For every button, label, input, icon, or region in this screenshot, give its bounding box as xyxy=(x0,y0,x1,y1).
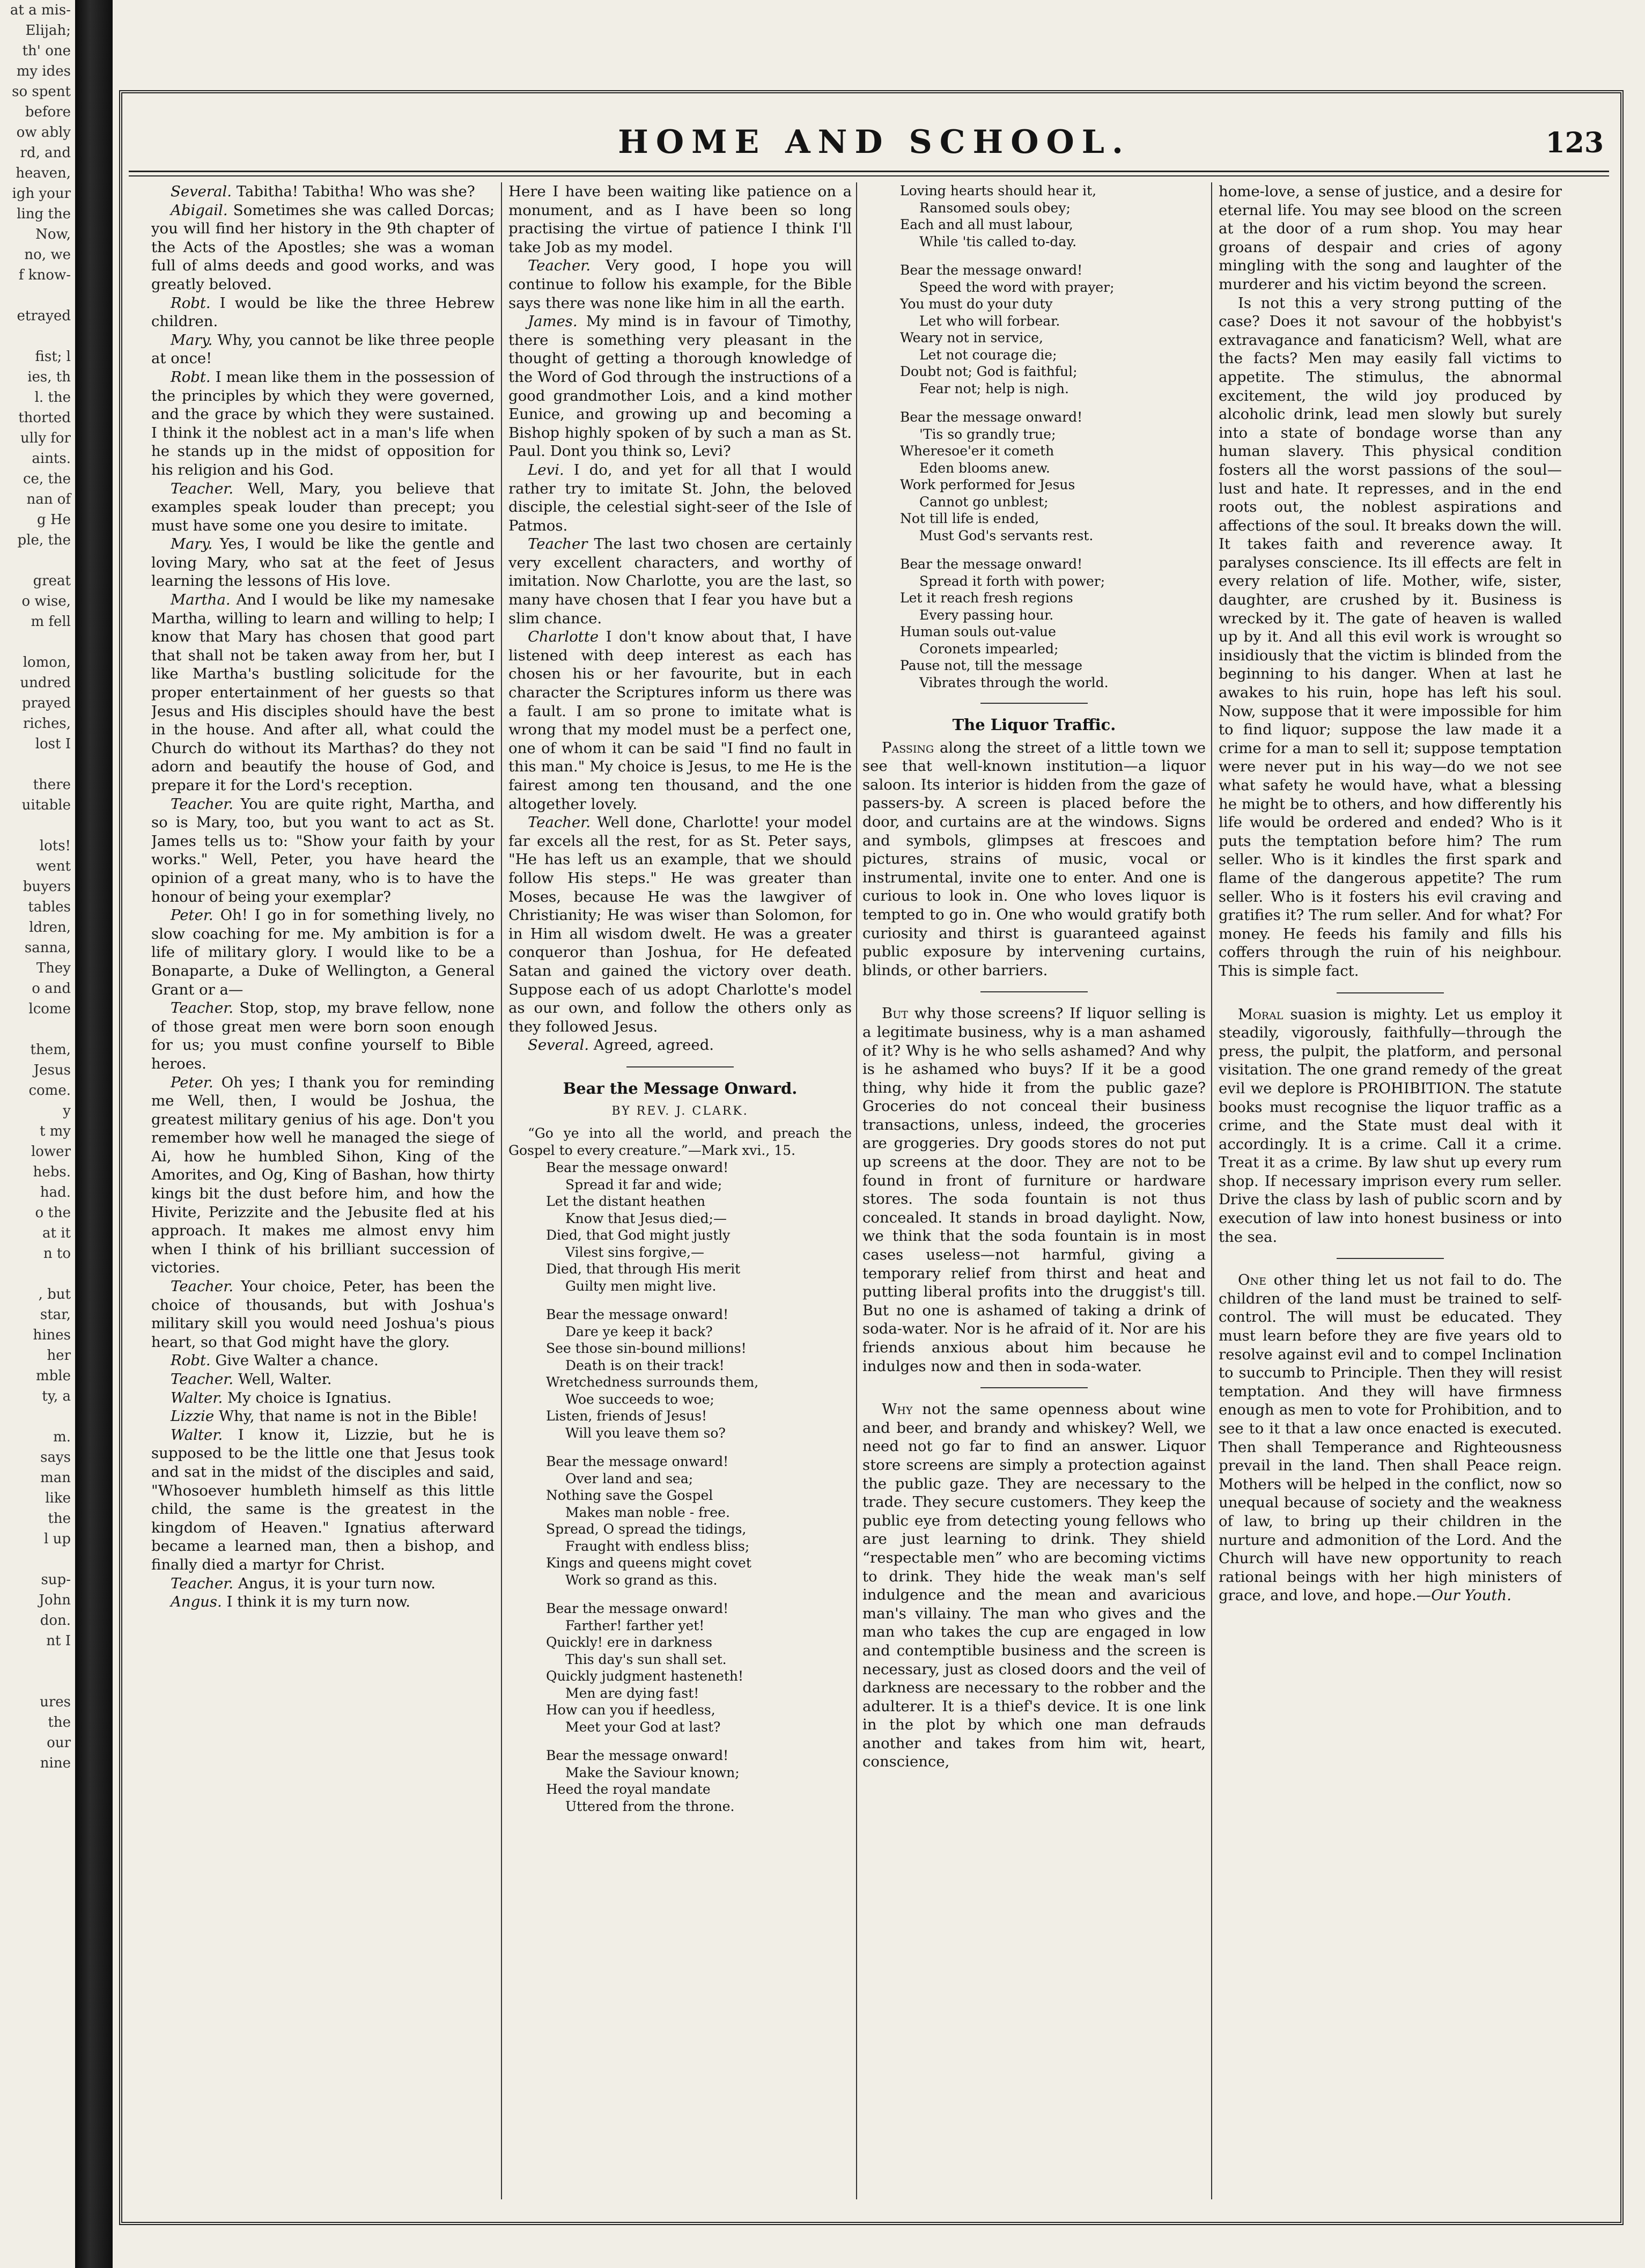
poem-line: Over land and sea; xyxy=(565,1470,694,1486)
speaker-name: Walter. xyxy=(171,1389,223,1407)
poem-line: You must do your duty xyxy=(900,296,1053,312)
speaker-name: Angus. xyxy=(171,1593,222,1611)
fragment-line: don. xyxy=(40,1612,71,1629)
fragment-line: star, xyxy=(40,1307,71,1323)
dialogue-paragraph xyxy=(151,331,495,368)
fragment-line: fist; l xyxy=(35,349,71,365)
speaker-name: Teacher. xyxy=(171,999,234,1017)
poem-line: Listen, friends of Jesus! xyxy=(546,1408,707,1424)
poem-line: Kings and queens might covet xyxy=(546,1555,751,1571)
poem-line: Spread it forth with power; xyxy=(919,573,1105,589)
poem-line: Died, that through His merit xyxy=(546,1261,741,1277)
speaker-name: Charlotte xyxy=(528,628,599,646)
fragment-line: heaven, xyxy=(16,165,71,181)
fragment-line: aints. xyxy=(32,451,71,467)
article-paragraph xyxy=(1219,1271,1562,1605)
fragment-line: hebs. xyxy=(33,1164,71,1180)
fragment-line: nine xyxy=(40,1755,71,1771)
fragment-line: m fell xyxy=(31,614,71,630)
dialogue-text: Well, Walter. xyxy=(238,1371,332,1388)
fragment-line: lots! xyxy=(39,838,71,854)
fragment-gap xyxy=(0,632,75,652)
fragment-line: them, xyxy=(30,1042,71,1058)
fragment-line: no, we xyxy=(24,247,71,263)
column-2 xyxy=(508,182,852,2199)
speaker-name: Teacher. xyxy=(528,257,591,275)
poem-stanza xyxy=(546,1306,852,1441)
fragment-line: l up xyxy=(44,1531,71,1547)
poem-line: 'Tis so grandly true; xyxy=(919,426,1056,442)
article-paragraph xyxy=(1219,182,1562,294)
poem-line: Fraught with endless bliss; xyxy=(565,1538,750,1554)
dialogue-paragraph xyxy=(151,480,495,535)
poem-line: Each and all must labour, xyxy=(900,217,1073,232)
speaker-name: Martha. xyxy=(171,591,231,609)
fragment-line: f know- xyxy=(18,267,71,283)
poem-line: Let who will forbear. xyxy=(919,313,1060,329)
fragment-line: hines xyxy=(33,1327,71,1343)
dialogue-paragraph xyxy=(508,1036,852,1055)
speaker-name: Lizzie xyxy=(171,1408,215,1425)
fragment-gap xyxy=(0,1671,75,1692)
speaker-name: Robt. xyxy=(171,294,211,312)
speaker-name: Peter. xyxy=(171,1073,213,1091)
dialogue-paragraph xyxy=(151,795,495,907)
column-1 xyxy=(151,182,495,2199)
section-rule xyxy=(980,1387,1088,1388)
dialogue-paragraph xyxy=(151,1073,495,1278)
poem-line: Not till life is ended, xyxy=(900,511,1039,526)
dialogue-paragraph xyxy=(151,182,495,201)
fragment-line: ce, the xyxy=(23,471,71,487)
fragment-line: ty, a xyxy=(42,1388,71,1404)
fragment-line: great xyxy=(33,573,71,589)
section-rule xyxy=(1337,1258,1444,1259)
dialogue-text: My choice is Ignatius. xyxy=(227,1389,392,1407)
speaker-name: Peter. xyxy=(171,907,213,924)
section-rule xyxy=(980,991,1088,992)
dialogue-text: Give Walter a chance. xyxy=(215,1352,379,1369)
poem-line: Bear the message onward! xyxy=(900,556,1083,572)
poem-stanza xyxy=(900,556,1206,691)
poem-line: Loving hearts should hear it, xyxy=(900,183,1097,198)
dialogue-text: Very good, I hope you will continue to follow his example, for the Bible says there was none like him in all the earth. xyxy=(508,257,852,312)
fragment-line: so spent xyxy=(12,84,71,100)
poem-line: Wretchedness surrounds them, xyxy=(546,1374,759,1390)
fragment-line: lower xyxy=(31,1144,71,1160)
section-rule xyxy=(1337,992,1444,993)
fragment-line: undred xyxy=(20,675,71,691)
fragment-line: John xyxy=(39,1592,71,1608)
poem-stanza xyxy=(900,262,1206,397)
poem-line: Nothing save the Gospel xyxy=(546,1488,713,1504)
fragment-line: o the xyxy=(35,1205,71,1221)
article-text: suasion is mighty. Let us employ it steadily, vigorously, faithfully—through the press, the pulpit, the platform, and personal visitation. The one grand remedy of the great evil we deplore is PROHIBITION. The statute books must recognise the liquor traffic as a crime, and the State must deal with it accordingly. It is a crime. Call it a crime. Treat it as a crime. By law shut up every rum shop. If necessary imprison every rum seller. Drive the class by lash of public scorn and by execution of law into honest business or into the sea. xyxy=(1219,1005,1562,1246)
fragment-line: at it xyxy=(42,1225,71,1241)
article-paragraph xyxy=(1219,294,1562,981)
page-number: 123 xyxy=(1545,127,1604,159)
poem-line: Bear the message onward! xyxy=(546,1307,729,1323)
speaker-name: Levi. xyxy=(528,461,564,478)
dialogue-paragraph xyxy=(151,201,495,294)
dialogue-text: Agreed, agreed. xyxy=(593,1036,714,1054)
fragment-line: lost I xyxy=(35,736,71,752)
article-text: home-love, a sense of justice, and a desire for eternal life. You may see blood on the screen at the door of a rum shop. You may hear groans of despair and cries of agony mingling with the song and laughter of the murderer and his victim beyond the screen. xyxy=(1219,183,1562,293)
speaker-name: Teacher xyxy=(528,535,588,553)
poem-line: Coronets impearled; xyxy=(919,640,1059,657)
fragment-line: come. xyxy=(28,1083,71,1099)
dialogue-paragraph xyxy=(151,1277,495,1351)
fragment-line: igh your xyxy=(12,186,71,202)
fragment-line: thorted xyxy=(18,410,71,426)
poem-line: Bear the message onward! xyxy=(546,1748,729,1764)
fragment-line: the xyxy=(48,1714,71,1731)
poem-line: Doubt not; God is faithful; xyxy=(900,364,1078,379)
fragment-line: ldren, xyxy=(29,919,71,936)
dialogue-text: Sometimes she was called Dorcas; you will find her history in the 9th chapter of the Acts of the Apostles; she was a woman full of alms deeds and good works, and was greatly beloved. xyxy=(151,201,495,293)
section-rule xyxy=(980,703,1088,704)
fragment-line: had. xyxy=(40,1184,71,1201)
dialogue-paragraph xyxy=(151,906,495,999)
speaker-name: Teacher. xyxy=(171,1574,234,1592)
dialogue-text: Oh yes; I thank you for reminding me Well, then, I would be Joshua, the greatest military genius of his age. Don't you remember how well he managed the siege of Ai, how he humbled Sihon, King of the Amorites, and Og, King of Bashan, how thirty kings bit the dust before him, and how the Hivite, Perizzite and the Jebusite fled at his approach. It makes me almost envy him when I think of his brilliant succession of victories. xyxy=(151,1073,495,1277)
dialogue-text: And I would be like my namesake Martha, willing to learn and willing to help; I know that Mary has chosen that good part that shall not be taken away from her, but I like Martha's bustling solicitude for the proper entertainment of her guests so that Jesus and His disciples should have the best in the house. And after all, what could the Church do without its Marthas? do they not adorn and beautify the house of God, and prepare it for the Lord's reception. xyxy=(151,591,495,794)
fragment-line: sanna, xyxy=(24,940,71,956)
column-3 xyxy=(862,182,1206,2199)
dialogue-paragraph xyxy=(151,294,495,331)
poem-line: Work so grand as this. xyxy=(565,1572,718,1588)
article-paragraph xyxy=(862,1400,1206,1771)
dialogue-paragraph xyxy=(508,182,852,256)
poem-line: Dare ye keep it back? xyxy=(565,1323,713,1339)
dialogue-text: I would be like the three Hebrew children. xyxy=(151,294,495,330)
fragment-line: t my xyxy=(39,1123,71,1139)
fragment-line: n to xyxy=(43,1246,71,1262)
article-text: other thing let us not fail to do. The children of the land must be trained to self-control. The will must be educated. They must learn before they are five years old to resolve against evil and to compel Inclination to succumb to Principle. Then they will resist temptation. And they will have firmness enough as men to vote for Prohibition, and to see to it that a law once enacted is executed. Then shall Temperance and Righteousness prevail in the land. Then shall Peace reign. Mothers will be helped in the conflict, now so unequal because of society and the weakness of law, to bring up their children in the nurture and admonition of the Lord. And the Church will have new opportunity to reach rational beings with her high ministers of grace, and love, and hope. xyxy=(1219,1271,1562,1604)
dialogue-paragraph xyxy=(508,628,852,813)
fragment-line: o and xyxy=(32,981,71,997)
poem-line: Will you leave them so? xyxy=(565,1425,726,1441)
fragment-line: the xyxy=(48,1511,71,1527)
dialogue-text: Your choice, Peter, has been the choice of thousands, but with Joshua's military skill you would need Joshua's pious heart, so that God might have the glory. xyxy=(151,1278,495,1351)
fragment-line: there xyxy=(33,777,71,793)
section-rule xyxy=(626,1066,734,1067)
speaker-name: Several. xyxy=(528,1036,589,1054)
fragment-line: etrayed xyxy=(17,308,71,324)
poem-line: While 'tis called to-day. xyxy=(919,233,1077,249)
fragment-line: y xyxy=(63,1103,71,1119)
dialogue-paragraph xyxy=(508,813,852,1036)
fragment-line: ple, the xyxy=(17,532,71,548)
fragment-line: Elijah; xyxy=(25,23,71,39)
poem-line: Quickly! ere in darkness xyxy=(546,1634,712,1651)
poem-stanza xyxy=(546,1159,852,1294)
speaker-name: Teacher. xyxy=(171,480,234,497)
poem-line: Eden blooms anew. xyxy=(919,460,1050,476)
fragment-line: says xyxy=(40,1449,71,1466)
fragment-line: man xyxy=(40,1470,71,1486)
article-text: not the same openness about wine and beer, and brandy and whiskey? Well, we need not go far to find an answer. Liquor store screens are simply a protection against the public gaze. They are necessary to the trade. They secure customers. They keep the public eye from detecting young fellows who are just learning to drink. They shield “respectable men” who are becoming victims to drink. They hide the weak man's self indulgence and the mean and avaricious man's villainy. The man who gives and the man who takes the cup are engaged in low and contemptible business and the screen is necessary, just as closed doors and the veil of darkness are necessary to the robber and the adulterer. It is a thief's device. It is one link in the plot by which one man defrauds another and takes from him wit, heart, conscience, xyxy=(862,1401,1206,1771)
poem-line: Let the distant heathen xyxy=(546,1194,705,1210)
fragment-line: tables xyxy=(28,899,71,915)
lead-word: Passing xyxy=(882,739,934,756)
dialogue-paragraph xyxy=(151,1370,495,1389)
lead-word: But xyxy=(882,1005,908,1022)
speaker-name: Robt. xyxy=(171,1352,211,1369)
poem-line: Bear the message onward! xyxy=(546,1160,729,1176)
speaker-name: Mary. xyxy=(171,331,213,349)
fragment-gap xyxy=(0,754,75,775)
poem-line: Speed the word with prayer; xyxy=(919,279,1115,295)
fragment-line: went xyxy=(36,858,71,874)
fragment-line: ies, th xyxy=(27,369,71,385)
dialogue-paragraph xyxy=(151,1574,495,1593)
poem-line: See those sin-bound millions! xyxy=(546,1341,747,1357)
fragment-gap xyxy=(0,815,75,836)
speaker-name: Teacher. xyxy=(528,814,591,831)
dialogue-text: I do, and yet for all that I would rather try to imitate St. John, the beloved disciple, the celestial sight-seer of the Isle of Patmos. xyxy=(508,461,852,534)
running-title: HOME AND SCHOOL. xyxy=(618,123,1131,161)
poem-line: Every passing hour. xyxy=(919,607,1054,623)
poem-line: Death is on their track! xyxy=(565,1357,725,1373)
poem-stanza xyxy=(900,182,1206,250)
dialogue-text: Well done, Charlotte! your model far excels all the rest, for as St. Peter says, "He has left us an example, that we should follow His steps." He was greater than Moses, because He was the lawgiver of Christianity; He was wiser than Solomon, for in Him all wisdom dwelt. He was a greater conqueror than Joshua, for He defeated Satan and gained the victory over death. Suppose each of us adopt Charlotte's model as our own, and follow the others only as they followed Jesus. xyxy=(508,814,852,1035)
fragment-line: rd, and xyxy=(20,145,71,161)
poem-line: Bear the message onward! xyxy=(546,1601,729,1617)
fragment-gap xyxy=(0,326,75,347)
fragment-line: th' one xyxy=(22,43,71,59)
poem-line: Work performed for Jesus xyxy=(900,477,1075,492)
dialogue-text: You are quite right, Martha, and so is Mary, too, but you want to act as St. James tells us to: "Show your faith by your works." Well, Peter, you have heard the opinion of a great many, who is to have the honour of being your exemplar? xyxy=(151,795,495,905)
poem-line: Spread it far and wide; xyxy=(565,1176,722,1192)
dialogue-paragraph xyxy=(508,535,852,628)
column-4 xyxy=(1219,182,1562,2199)
dialogue-paragraph xyxy=(151,1389,495,1408)
poem-line: Must God's servants rest. xyxy=(919,527,1094,543)
dialogue-paragraph xyxy=(151,1407,495,1426)
dialogue-text: Yes, I would be like the gentle and loving Mary, who sat at the feet of Jesus learning the lessons of His love. xyxy=(151,535,495,590)
fragment-gap xyxy=(0,1019,75,1040)
fragment-gap xyxy=(0,1264,75,1284)
fragment-line: at a mis- xyxy=(10,2,71,18)
fragment-gap xyxy=(0,1549,75,1570)
poem-stanza xyxy=(546,1453,852,1588)
speaker-name: Mary. xyxy=(171,535,213,553)
column-divider xyxy=(501,182,502,2199)
poem-line: How can you if heedless, xyxy=(546,1702,715,1718)
speaker-name: Walter. xyxy=(171,1426,223,1444)
binding-spine xyxy=(75,0,113,2268)
fragment-line: , but xyxy=(38,1286,71,1302)
poem-line: Weary not in service, xyxy=(900,330,1044,345)
poem-line: Men are dying fast! xyxy=(565,1685,699,1701)
poem-line: Quickly judgment hasteneth! xyxy=(546,1668,744,1684)
dialogue-text: Oh! I go in for something lively, no slow coaching for me. My ambition is for a life of military glory. I would like to be a Bonaparte, a Duke of Wellington, a General Grant or a— xyxy=(151,907,495,998)
fragment-line: before xyxy=(25,104,71,120)
poem-line: This day's sun shall set. xyxy=(565,1651,727,1667)
dialogue-text: Why, that name is not in the Bible! xyxy=(218,1408,478,1425)
fragment-line: m. xyxy=(53,1429,71,1445)
poem-line: Uttered from the throne. xyxy=(565,1798,735,1814)
speaker-name: Teacher. xyxy=(171,1371,234,1388)
fragment-line: my ides xyxy=(16,63,71,79)
speaker-name: Abigail. xyxy=(171,201,228,219)
speaker-name: Robt. xyxy=(171,368,211,386)
fragment-line: mble xyxy=(36,1368,71,1384)
poem-line: Heed the royal mandate xyxy=(546,1781,711,1798)
dialogue-text: Tabitha! Tabitha! Who was she? xyxy=(236,183,475,200)
dialogue-paragraph xyxy=(508,312,852,461)
dialogue-text: Why, you cannot be like three people at once! xyxy=(151,331,495,367)
dialogue-paragraph xyxy=(151,999,495,1073)
poem-stanza xyxy=(546,1600,852,1735)
article-title: The Liquor Traffic. xyxy=(952,716,1116,734)
dialogue-text: My mind is in favour of Timothy, there is something very pleasant in the thought of getting a thorough knowledge of the Word of God through the instructions of a good grandmother Lois, and a kind mother Eunice, and growing up and becoming a Bishop highly spoken of by such a man as St. Paul. Dont you think so, Levi? xyxy=(508,313,852,460)
article-text: Is not this a very strong putting of the case? Does it not savour of the hobbyist's extravagance and fanaticism? Well, what are the facts? Men may easily fall victims to appetite. The stimulus, the abnormal excitement, the wild joy produced by alcoholic drink, lead men slowly but surely into a state of bondage worse than any human slavery. This physical condition fosters all the worst passions of the soul—lust and hate. It represses, and in the end roots out, the noblest aspirations and affections of the soul. It breaks down the will. It takes faith and reverence away. It paralyses conscience. Its ill effects are felt in every relation of life. Mother, wife, sister, daughter, are crushed by it. Business is wrecked by it. The gate of heaven is walled up by it. And all this evil work is wrought so insidiously that the victim is blinded from the beginning to his danger. When at last he awakes to his ruin, hope has left his soul. Now, suppose that it were impossible for him to find liquor; suppose the law made it a crime for a man to sell it; suppose temptation were never put in his way—do we not see what safety he would have, what a blessing he might be to others, and how differently his life would be ordered and ended? Who is it puts the temptation before him? The rum seller. Who is it kindles the first spark and flame of the dangerous appetite? The rum seller. Who is it fosters his evil craving and gratifies it? The rum seller. And for what? For money. He feeds his family and fills his coffers through the ruin of his neighbour. This is simple fact. xyxy=(1219,294,1562,980)
dialogue-paragraph xyxy=(508,256,852,312)
dialogue-text: I know it, Lizzie, but he is supposed to be the little one that Jesus took and sat in the midst of the disciples and said, "Whosoever humbleth himself as this little child, the same is the greatest in the kingdom of Heaven." Ignatius afterward became a learned man, then a bishop, and finally died a martyr for Christ. xyxy=(151,1426,495,1573)
poem-epigraph: “Go ye into all the world, and preach the Gospel to every creature.”—Mark xvi., 15. xyxy=(508,1125,852,1159)
poem-line: Let not courage die; xyxy=(919,347,1057,363)
poem-line: Fear not; help is nigh. xyxy=(919,380,1069,396)
dialogue-paragraph xyxy=(151,591,495,795)
dialogue-paragraph xyxy=(508,461,852,535)
poem-line: Meet your God at last? xyxy=(565,1719,721,1735)
poem-line: Died, that God might justly xyxy=(546,1227,731,1243)
fragment-line: Now, xyxy=(35,226,71,242)
header-rule xyxy=(129,171,1609,176)
fragment-gap xyxy=(0,1651,75,1671)
poem-line: Ransomed souls obey; xyxy=(919,200,1071,216)
poem-line: Farther! farther yet! xyxy=(565,1617,705,1633)
dialogue-text: Stop, stop, my brave fellow, none of those great men were born soon enough for us; you must confine yourself to Bible heroes. xyxy=(151,999,495,1072)
fragment-line: ow ably xyxy=(16,124,71,141)
dialogue-text: Well, Mary, you believe that examples speak louder than precept; you must have some one you desire to imitate. xyxy=(151,480,495,534)
fragment-line: prayed xyxy=(21,695,71,711)
poem-stanza xyxy=(900,409,1206,544)
poem-line: Human souls out-value xyxy=(900,624,1056,639)
fragment-line: nan of xyxy=(26,491,71,507)
page-header xyxy=(129,123,1620,166)
article-text: along the street of a little town we see that well-known institution—a liquor saloon. Its interior is hidden from the gaze of passers-by. A screen is placed before the door, and curtains are at the windows. Signs and symbols, glimpses at frescoes and pictures, strains of music, vocal or instrumental, invite one to enter. And one is curious to look in. One who loves liquor is tempted to go in. One who would gratify both curiosity and thirst is guaranteed against public exposure by intervening curtains, blinds, or other barriers. xyxy=(862,739,1206,979)
fragment-line: nt I xyxy=(46,1633,71,1649)
fragment-line: They xyxy=(36,960,71,976)
poem-line: Know that Jesus died;— xyxy=(565,1210,727,1226)
poem-line: Woe succeeds to woe; xyxy=(565,1391,714,1407)
dialogue-text: Angus, it is your turn now. xyxy=(238,1574,436,1592)
fragment-line: riches, xyxy=(23,716,71,732)
fragment-line: g He xyxy=(37,512,71,528)
fragment-line: lomon, xyxy=(23,654,71,671)
poem-line: Wheresoe'er it cometh xyxy=(900,443,1054,459)
poem-line: Cannot go unblest; xyxy=(919,494,1049,510)
speaker-name: Several. xyxy=(171,183,232,200)
dialogue-text: I don't know about that, I have listened with deep interest as each has chosen his or her favourite, but in each character the Scriptures inform us there was a fault. I am so prone to imitate what is wrong that my model must be a perfect one, one of whom it can be said "I find no fault in this man." My choice is Jesus, to me He is the fairest among ten thousand, and the one altogether lovely. xyxy=(508,628,852,813)
dialogue-text: I mean like them in the possession of the principles by which they were governed, and the grace by which they were sustained. I think it the noblest act in a man's life when he stands up in the midst of opposition for his religion and his God. xyxy=(151,368,495,478)
speaker-name: Teacher. xyxy=(171,1278,234,1295)
fragment-line: lcome xyxy=(28,1001,71,1017)
fragment-line: l. the xyxy=(34,389,71,406)
article-paragraph xyxy=(862,1004,1206,1375)
dialogue-text: Here I have been waiting like patience on a monument, and as I have been so long practising the virtue of patience I think I'll take Job as my model. xyxy=(508,183,852,256)
poem-line: Makes man noble - free. xyxy=(565,1504,730,1520)
previous-page-fragment xyxy=(0,0,75,2268)
poem-line: Spread, O spread the tidings, xyxy=(546,1521,747,1537)
article-paragraph xyxy=(862,739,1206,980)
lead-word: One xyxy=(1238,1271,1267,1289)
fragment-line: ling the xyxy=(17,206,71,222)
fragment-line: uitable xyxy=(21,797,71,813)
poem-byline: BY REV. J. CLARK. xyxy=(611,1104,749,1118)
poem-line: Bear the message onward! xyxy=(900,262,1083,278)
poem-line: Make the Saviour known; xyxy=(565,1764,740,1780)
dialogue-text: I think it is my turn now. xyxy=(226,1593,411,1611)
fragment-line: o wise, xyxy=(21,593,71,609)
article-signoff: —Our Youth. xyxy=(1416,1587,1511,1604)
dialogue-paragraph xyxy=(151,1593,495,1611)
poem-line: Vilest sins forgive,— xyxy=(565,1244,705,1260)
speaker-name: James. xyxy=(528,313,578,330)
fragment-gap xyxy=(0,285,75,306)
column-divider xyxy=(856,182,857,2199)
fragment-line: ures xyxy=(40,1694,71,1710)
fragment-line: buyers xyxy=(23,879,71,895)
fragment-line: sup- xyxy=(41,1572,71,1588)
fragment-line: ully for xyxy=(20,430,71,446)
poem-line: Bear the message onward! xyxy=(900,409,1083,425)
poem-line: Vibrates through the world. xyxy=(919,674,1109,690)
dialogue-paragraph xyxy=(151,535,495,591)
article-text: why those screens? If liquor selling is a legitimate business, why is a man ashamed of it? Why is he who sells ashamed? And why is he ashamed who buys? If it be a good thing, why hide it from the public gaze? Groceries do not conceal their business transactions, unless, indeed, the groceries are groggeries. Dry goods stores do not put up screens at the door. They are not to be found in front of furniture or hardware stores. The soda fountain is not thus concealed. It stands in broad daylight. Now, we think that the soda fountain is in most cases useless—not harmful, giving a temporary relief from thirst and heat and putting liberal profits into the druggist's till. But no one is ashamed of taking a drink of soda-water. Nor is he afraid of it. Nor are his friends anxious about him because he indulges now and then in soda-water. xyxy=(862,1005,1206,1375)
poem-line: Guilty men might live. xyxy=(565,1278,717,1294)
fragment-gap xyxy=(0,550,75,571)
dialogue-text: The last two chosen are certainly very excellent characters, and worthy of imitation. Now Charlotte, you are the last, so many have chosen that I fear you have but a slim chance. xyxy=(508,535,852,627)
poem-title: Bear the Message Onward. xyxy=(563,1079,798,1098)
poem-stanza xyxy=(546,1747,852,1815)
poem-line: Pause not, till the message xyxy=(900,658,1083,673)
dialogue-paragraph xyxy=(151,368,495,480)
dialogue-paragraph xyxy=(151,1351,495,1370)
fragment-gap xyxy=(0,1407,75,1427)
lead-word: Why xyxy=(882,1401,913,1418)
fragment-line: Jesus xyxy=(33,1062,71,1078)
poem-line: Bear the message onward! xyxy=(546,1454,729,1470)
fragment-line: her xyxy=(47,1347,71,1364)
fragment-line: our xyxy=(47,1735,71,1751)
lead-word: Moral xyxy=(1238,1005,1283,1023)
fragment-line: like xyxy=(45,1490,71,1506)
dialogue-paragraph xyxy=(151,1426,495,1574)
column-divider xyxy=(1211,182,1212,2199)
poem-line: Let it reach fresh regions xyxy=(900,590,1073,606)
speaker-name: Teacher. xyxy=(171,795,234,813)
article-paragraph xyxy=(1219,1005,1562,1247)
